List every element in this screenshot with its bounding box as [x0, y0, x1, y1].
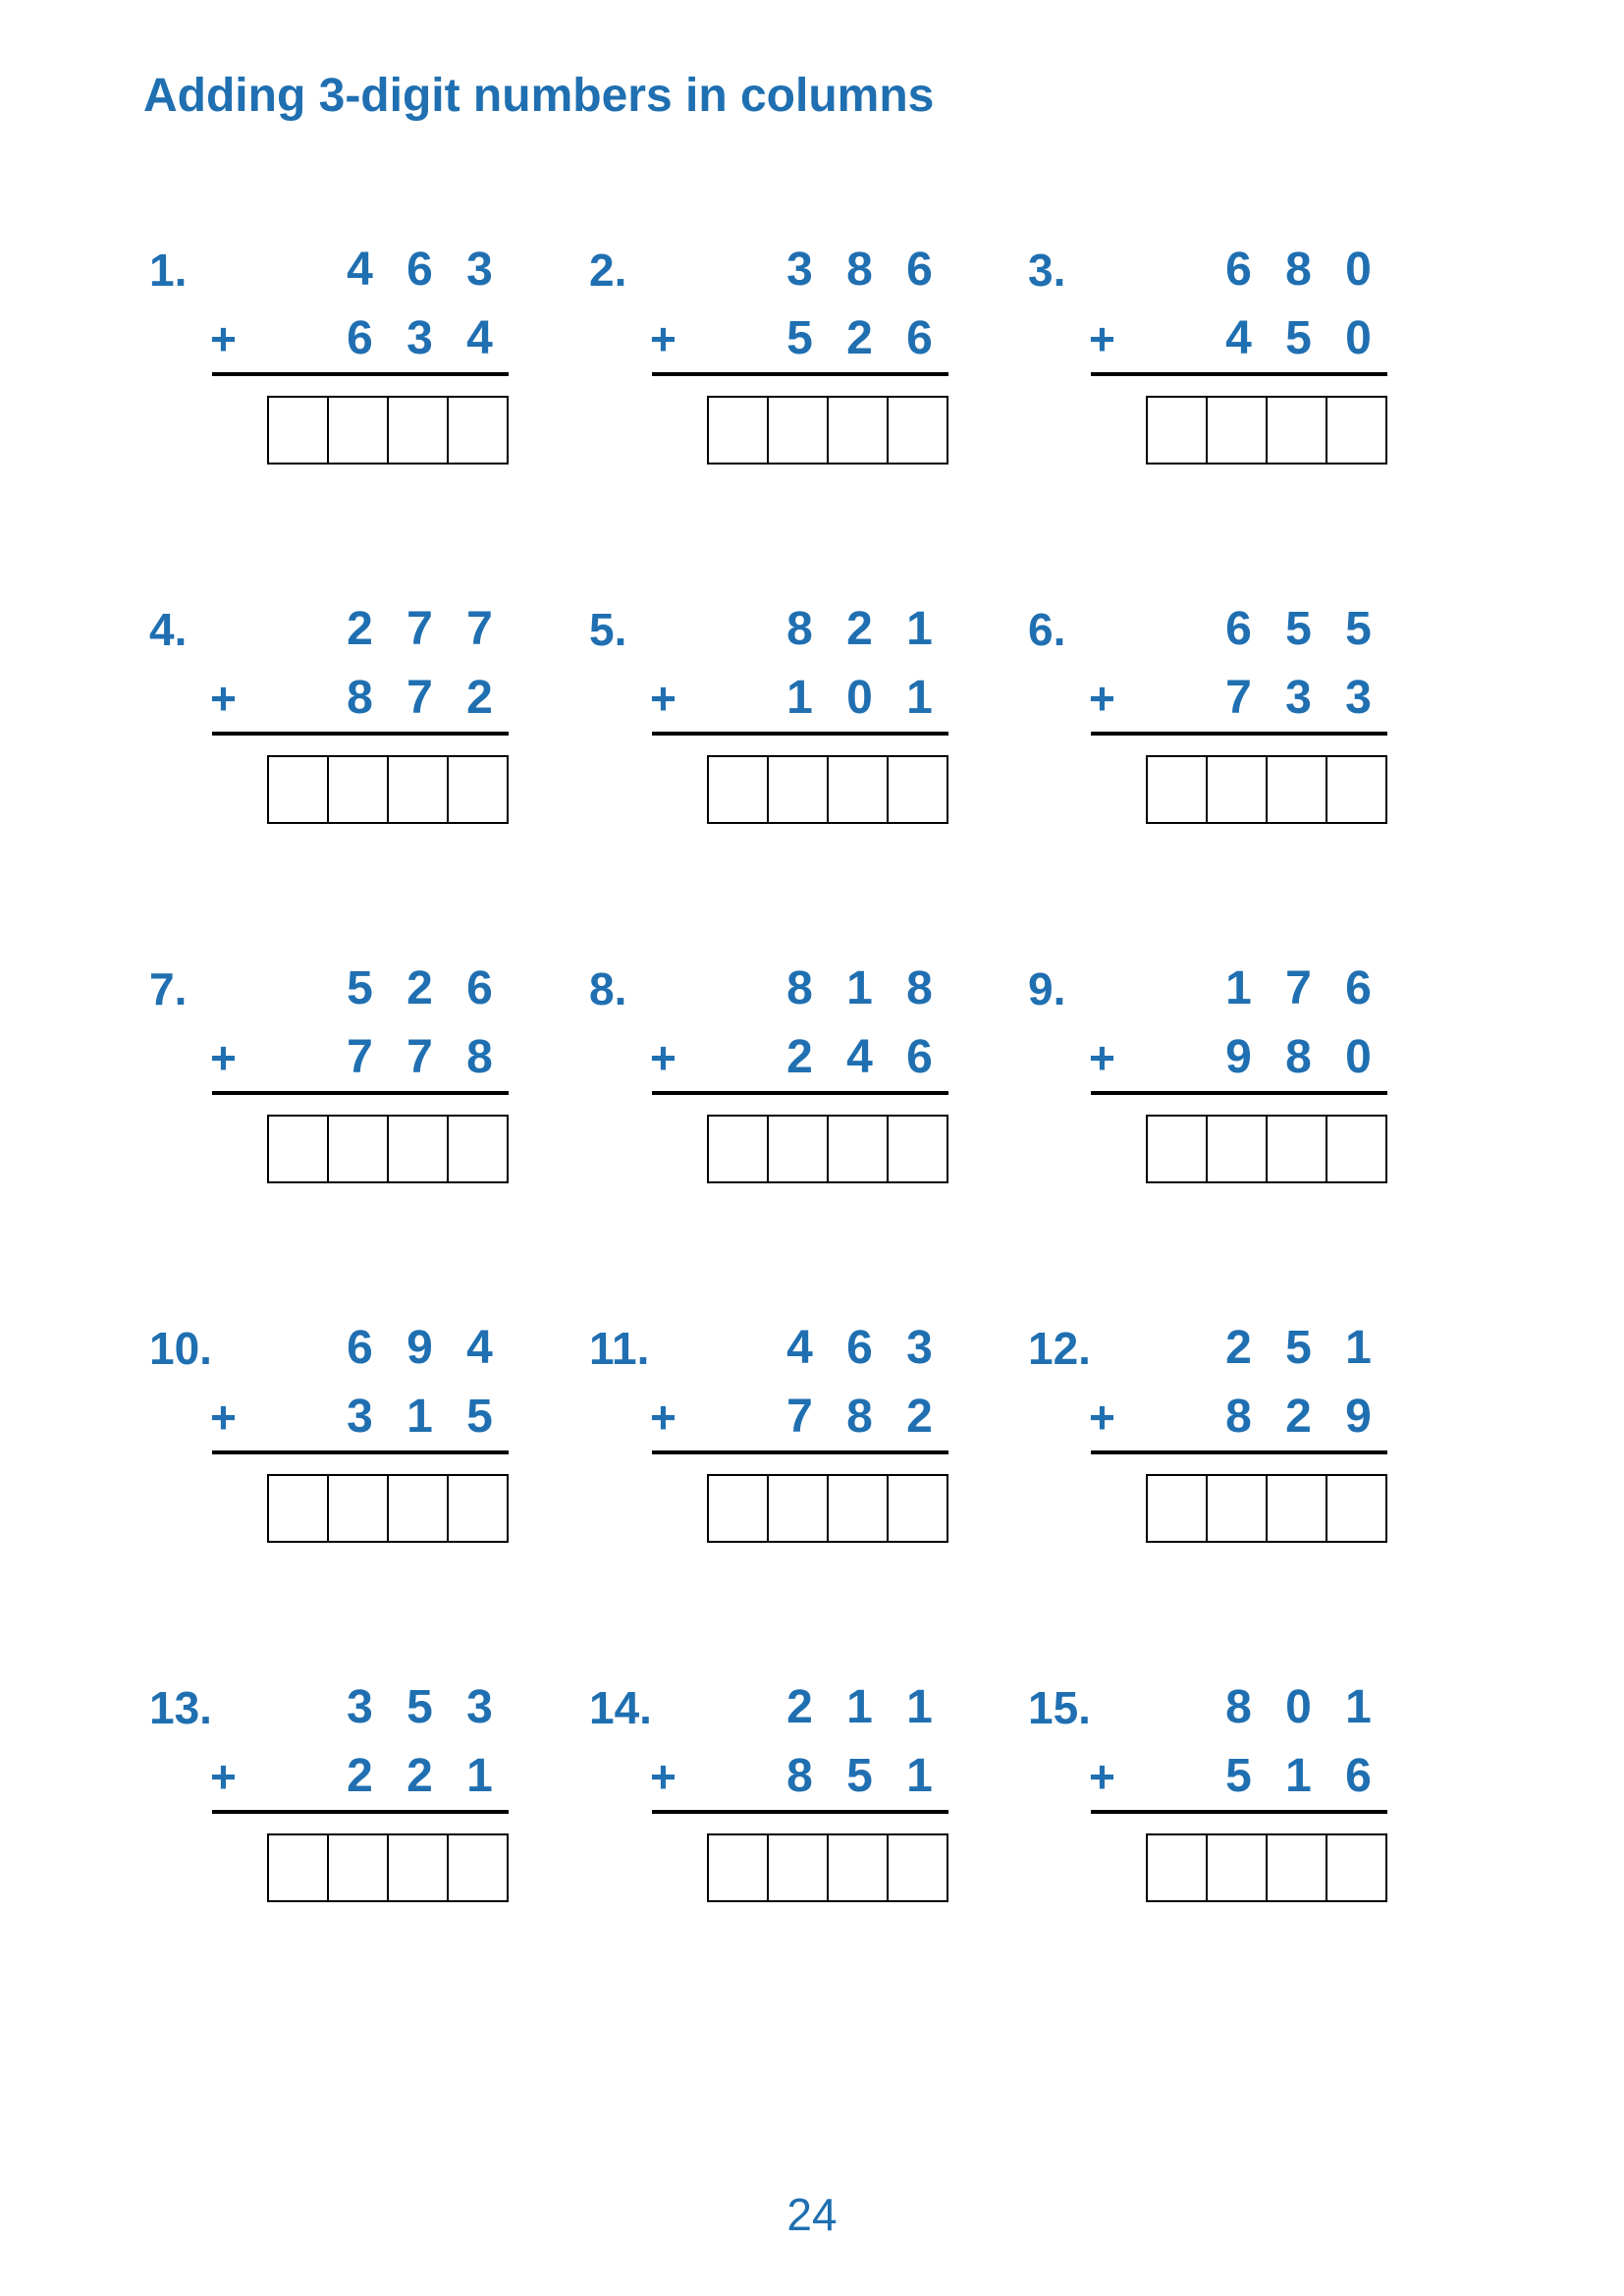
- answer-digit-box[interactable]: [829, 1835, 889, 1900]
- top-addend-digit: 1: [906, 1681, 933, 1733]
- plus-sign: +: [210, 1032, 237, 1083]
- answer-digit-box[interactable]: [389, 1117, 449, 1181]
- top-addend-digit: 1: [1225, 962, 1252, 1014]
- plus-sign: +: [1089, 313, 1115, 364]
- page-title: Adding 3-digit numbers in columns: [143, 70, 935, 122]
- problem-number: 5.: [589, 604, 627, 655]
- bottom-addend-digit: 9: [1225, 1031, 1252, 1083]
- answer-digit-box[interactable]: [1268, 398, 1327, 463]
- bottom-addend-digit: 7: [1225, 672, 1252, 724]
- plus-sign: +: [650, 313, 677, 364]
- bottom-addend-digit: 5: [466, 1391, 493, 1443]
- bottom-addend-digit: 3: [406, 312, 433, 364]
- answer-boxes: [707, 755, 948, 824]
- top-addend-digit: 1: [846, 962, 873, 1014]
- bottom-addend-digit: 8: [846, 1391, 873, 1443]
- bottom-addend-digit: 7: [347, 1031, 373, 1083]
- answer-digit-box[interactable]: [449, 1117, 507, 1181]
- sum-line: [212, 1810, 509, 1814]
- bottom-addend-digit: 8: [1225, 1391, 1252, 1443]
- top-addend-digit: 1: [1345, 1681, 1372, 1733]
- bottom-addend-digit: 2: [906, 1391, 933, 1443]
- bottom-addend-digit: 3: [347, 1391, 373, 1443]
- problem-number: 7.: [149, 963, 188, 1014]
- problem-number: 4.: [149, 604, 188, 655]
- problem-13: [149, 1678, 562, 1914]
- answer-boxes: [707, 1833, 948, 1902]
- answer-digit-box[interactable]: [889, 1476, 947, 1541]
- answer-digit-box[interactable]: [269, 1835, 329, 1900]
- top-addend-digit: 5: [406, 1681, 433, 1733]
- answer-digit-box[interactable]: [769, 398, 829, 463]
- top-addend-digit: 6: [406, 244, 433, 296]
- top-addend-digit: 8: [786, 962, 813, 1014]
- answer-digit-box[interactable]: [449, 1476, 507, 1541]
- answer-digit-box[interactable]: [1327, 1476, 1385, 1541]
- answer-digit-box[interactable]: [389, 1835, 449, 1900]
- top-addend-digit: 9: [406, 1322, 433, 1374]
- top-addend-digit: 2: [786, 1681, 813, 1733]
- problem-7: [149, 959, 562, 1195]
- top-addend-digit: 6: [1225, 244, 1252, 296]
- sum-line: [652, 1450, 948, 1454]
- problem-number: 15.: [1028, 1682, 1091, 1733]
- bottom-addend-digit: 6: [906, 312, 933, 364]
- sum-line: [1091, 1810, 1387, 1814]
- answer-digit-box[interactable]: [269, 398, 329, 463]
- answer-boxes: [267, 1833, 509, 1902]
- bottom-addend-digit: 2: [786, 1031, 813, 1083]
- top-addend-digit: 3: [347, 1681, 373, 1733]
- answer-boxes: [1146, 396, 1387, 465]
- top-addend-digit: 3: [466, 244, 493, 296]
- problem-6: [1028, 600, 1440, 836]
- answer-digit-box[interactable]: [709, 1835, 769, 1900]
- answer-boxes: [707, 396, 948, 465]
- plus-sign: +: [1089, 1751, 1115, 1802]
- answer-boxes: [267, 1115, 509, 1183]
- bottom-addend-digit: 2: [846, 312, 873, 364]
- plus-sign: +: [1089, 1392, 1115, 1443]
- answer-digit-box[interactable]: [1268, 1476, 1327, 1541]
- answer-digit-box[interactable]: [329, 757, 389, 822]
- plus-sign: +: [1089, 673, 1115, 724]
- top-addend-digit: 8: [846, 244, 873, 296]
- bottom-addend-digit: 2: [347, 1750, 373, 1802]
- top-addend-digit: 5: [1345, 603, 1372, 655]
- top-addend-digit: 4: [347, 244, 373, 296]
- plus-sign: +: [650, 1751, 677, 1802]
- answer-digit-box[interactable]: [829, 1117, 889, 1181]
- top-addend-digit: 7: [466, 603, 493, 655]
- plus-sign: +: [650, 1032, 677, 1083]
- answer-digit-box[interactable]: [1148, 1835, 1208, 1900]
- answer-digit-box[interactable]: [769, 1117, 829, 1181]
- top-addend-digit: 3: [466, 1681, 493, 1733]
- problem-number: 1.: [149, 245, 188, 296]
- bottom-addend-digit: 5: [846, 1750, 873, 1802]
- bottom-addend-digit: 1: [906, 672, 933, 724]
- top-addend-digit: 7: [406, 603, 433, 655]
- top-addend-digit: 2: [406, 962, 433, 1014]
- problem-5: [589, 600, 1001, 836]
- bottom-addend-digit: 2: [1285, 1391, 1312, 1443]
- answer-digit-box[interactable]: [1327, 757, 1385, 822]
- plus-sign: +: [1089, 1032, 1115, 1083]
- answer-digit-box[interactable]: [269, 757, 329, 822]
- sum-line: [212, 732, 509, 736]
- top-addend-digit: 1: [906, 603, 933, 655]
- answer-digit-box[interactable]: [269, 1476, 329, 1541]
- answer-digit-box[interactable]: [329, 398, 389, 463]
- problem-9: [1028, 959, 1440, 1195]
- bottom-addend-digit: 7: [406, 1031, 433, 1083]
- problem-8: [589, 959, 1001, 1195]
- top-addend-digit: 2: [1225, 1322, 1252, 1374]
- problem-number: 14.: [589, 1682, 652, 1733]
- top-addend-digit: 6: [846, 1322, 873, 1374]
- answer-digit-box[interactable]: [1327, 1835, 1385, 1900]
- sum-line: [1091, 1450, 1387, 1454]
- answer-digit-box[interactable]: [889, 757, 947, 822]
- problem-12: [1028, 1319, 1440, 1555]
- sum-line: [212, 372, 509, 376]
- answer-digit-box[interactable]: [1208, 398, 1268, 463]
- problem-4: [149, 600, 562, 836]
- answer-boxes: [1146, 1833, 1387, 1902]
- bottom-addend-digit: 6: [1345, 1750, 1372, 1802]
- bottom-addend-digit: 6: [906, 1031, 933, 1083]
- bottom-addend-digit: 8: [466, 1031, 493, 1083]
- problem-11: [589, 1319, 1001, 1555]
- answer-digit-box[interactable]: [889, 1117, 947, 1181]
- problem-number: 12.: [1028, 1323, 1091, 1374]
- problem-number: 9.: [1028, 963, 1066, 1014]
- answer-digit-box[interactable]: [389, 757, 449, 822]
- top-addend-digit: 5: [1285, 603, 1312, 655]
- bottom-addend-digit: 3: [1345, 672, 1372, 724]
- bottom-addend-digit: 7: [406, 672, 433, 724]
- problem-14: [589, 1678, 1001, 1914]
- sum-line: [652, 1810, 948, 1814]
- top-addend-digit: 8: [1285, 244, 1312, 296]
- answer-digit-box[interactable]: [709, 757, 769, 822]
- answer-digit-box[interactable]: [329, 1476, 389, 1541]
- top-addend-digit: 4: [466, 1322, 493, 1374]
- answer-digit-box[interactable]: [1268, 1117, 1327, 1181]
- answer-digit-box[interactable]: [1208, 1117, 1268, 1181]
- answer-digit-box[interactable]: [1148, 1476, 1208, 1541]
- answer-digit-box[interactable]: [269, 1117, 329, 1181]
- bottom-addend-digit: 8: [347, 672, 373, 724]
- problem-number: 8.: [589, 963, 627, 1014]
- answer-boxes: [1146, 1115, 1387, 1183]
- answer-digit-box[interactable]: [889, 1835, 947, 1900]
- top-addend-digit: 0: [1285, 1681, 1312, 1733]
- bottom-addend-digit: 0: [1345, 312, 1372, 364]
- top-addend-digit: 3: [786, 244, 813, 296]
- bottom-addend-digit: 5: [1225, 1750, 1252, 1802]
- answer-digit-box[interactable]: [709, 1117, 769, 1181]
- answer-digit-box[interactable]: [329, 1117, 389, 1181]
- top-addend-digit: 3: [906, 1322, 933, 1374]
- top-addend-digit: 6: [906, 244, 933, 296]
- top-addend-digit: 7: [1285, 962, 1312, 1014]
- answer-digit-box[interactable]: [1148, 398, 1208, 463]
- bottom-addend-digit: 1: [786, 672, 813, 724]
- plus-sign: +: [650, 673, 677, 724]
- bottom-addend-digit: 7: [786, 1391, 813, 1443]
- answer-digit-box[interactable]: [1208, 757, 1268, 822]
- bottom-addend-digit: 1: [906, 1750, 933, 1802]
- answer-boxes: [267, 1474, 509, 1543]
- bottom-addend-digit: 2: [406, 1750, 433, 1802]
- answer-digit-box[interactable]: [1208, 1835, 1268, 1900]
- problem-15: [1028, 1678, 1440, 1914]
- top-addend-digit: 6: [1225, 603, 1252, 655]
- bottom-addend-digit: 0: [846, 672, 873, 724]
- answer-digit-box[interactable]: [449, 398, 507, 463]
- sum-line: [1091, 1091, 1387, 1095]
- bottom-addend-digit: 8: [1285, 1031, 1312, 1083]
- answer-digit-box[interactable]: [1268, 757, 1327, 822]
- answer-digit-box[interactable]: [829, 1476, 889, 1541]
- sum-line: [652, 372, 948, 376]
- top-addend-digit: 8: [786, 603, 813, 655]
- problem-number: 2.: [589, 245, 627, 296]
- answer-digit-box[interactable]: [709, 398, 769, 463]
- answer-digit-box[interactable]: [889, 398, 947, 463]
- sum-line: [212, 1091, 509, 1095]
- answer-boxes: [1146, 755, 1387, 824]
- answer-digit-box[interactable]: [709, 1476, 769, 1541]
- problem-10: [149, 1319, 562, 1555]
- top-addend-digit: 8: [906, 962, 933, 1014]
- answer-digit-box[interactable]: [1327, 398, 1385, 463]
- sum-line: [652, 732, 948, 736]
- top-addend-digit: 1: [1345, 1322, 1372, 1374]
- plus-sign: +: [210, 1751, 237, 1802]
- bottom-addend-digit: 4: [846, 1031, 873, 1083]
- sum-line: [212, 1450, 509, 1454]
- top-addend-digit: 1: [846, 1681, 873, 1733]
- answer-digit-box[interactable]: [449, 1835, 507, 1900]
- top-addend-digit: 6: [347, 1322, 373, 1374]
- answer-digit-box[interactable]: [769, 1835, 829, 1900]
- answer-digit-box[interactable]: [769, 757, 829, 822]
- answer-digit-box[interactable]: [1327, 1117, 1385, 1181]
- bottom-addend-digit: 9: [1345, 1391, 1372, 1443]
- bottom-addend-digit: 5: [786, 312, 813, 364]
- bottom-addend-digit: 4: [466, 312, 493, 364]
- bottom-addend-digit: 3: [1285, 672, 1312, 724]
- bottom-addend-digit: 6: [347, 312, 373, 364]
- page-number: 24: [786, 2189, 838, 2240]
- bottom-addend-digit: 1: [406, 1391, 433, 1443]
- bottom-addend-digit: 0: [1345, 1031, 1372, 1083]
- answer-digit-box[interactable]: [829, 398, 889, 463]
- bottom-addend-digit: 4: [1225, 312, 1252, 364]
- problem-number: 10.: [149, 1323, 212, 1374]
- answer-digit-box[interactable]: [389, 398, 449, 463]
- top-addend-digit: 2: [347, 603, 373, 655]
- problem-1: [149, 241, 562, 476]
- top-addend-digit: 8: [1225, 1681, 1252, 1733]
- answer-digit-box[interactable]: [1148, 1117, 1208, 1181]
- plus-sign: +: [650, 1392, 677, 1443]
- sum-line: [1091, 732, 1387, 736]
- answer-digit-box[interactable]: [829, 757, 889, 822]
- problem-2: [589, 241, 1001, 476]
- top-addend-digit: 4: [786, 1322, 813, 1374]
- problem-number: 11.: [589, 1323, 650, 1374]
- bottom-addend-digit: 5: [1285, 312, 1312, 364]
- problem-number: 6.: [1028, 604, 1066, 655]
- sum-line: [652, 1091, 948, 1095]
- answer-digit-box[interactable]: [389, 1476, 449, 1541]
- answer-boxes: [267, 396, 509, 465]
- answer-digit-box[interactable]: [1148, 757, 1208, 822]
- answer-digit-box[interactable]: [1268, 1835, 1327, 1900]
- bottom-addend-digit: 8: [786, 1750, 813, 1802]
- plus-sign: +: [210, 313, 237, 364]
- sum-line: [1091, 372, 1387, 376]
- bottom-addend-digit: 2: [466, 672, 493, 724]
- problem-number: 13.: [149, 1682, 212, 1733]
- bottom-addend-digit: 1: [1285, 1750, 1312, 1802]
- answer-digit-box[interactable]: [449, 757, 507, 822]
- answer-digit-box[interactable]: [769, 1476, 829, 1541]
- top-addend-digit: 5: [1285, 1322, 1312, 1374]
- answer-boxes: [707, 1474, 948, 1543]
- problem-3: [1028, 241, 1440, 476]
- answer-boxes: [707, 1115, 948, 1183]
- answer-digit-box[interactable]: [1208, 1476, 1268, 1541]
- top-addend-digit: 5: [347, 962, 373, 1014]
- top-addend-digit: 0: [1345, 244, 1372, 296]
- plus-sign: +: [210, 673, 237, 724]
- answer-boxes: [1146, 1474, 1387, 1543]
- top-addend-digit: 2: [846, 603, 873, 655]
- bottom-addend-digit: 1: [466, 1750, 493, 1802]
- plus-sign: +: [210, 1392, 237, 1443]
- answer-digit-box[interactable]: [329, 1835, 389, 1900]
- top-addend-digit: 6: [1345, 962, 1372, 1014]
- problem-number: 3.: [1028, 245, 1066, 296]
- answer-boxes: [267, 755, 509, 824]
- top-addend-digit: 6: [466, 962, 493, 1014]
